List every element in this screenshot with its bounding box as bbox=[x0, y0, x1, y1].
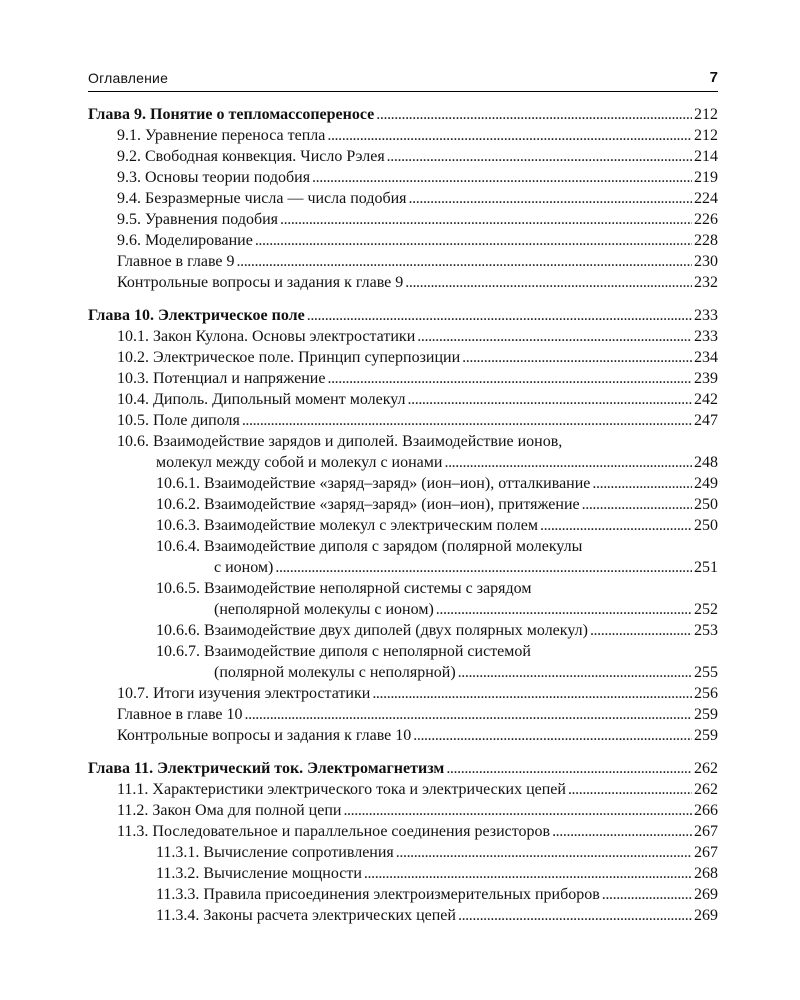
toc-entry[interactable] bbox=[88, 473, 718, 494]
dot-leader bbox=[387, 146, 692, 167]
dot-leader bbox=[343, 800, 692, 821]
toc-entry[interactable] bbox=[88, 662, 718, 683]
toc-entry-title: Глава 9. Понятие о тепломассопереносе bbox=[88, 106, 375, 123]
toc-page-number: 219 bbox=[694, 169, 718, 186]
toc-page-number: 253 bbox=[694, 622, 718, 639]
toc-entry[interactable] bbox=[88, 578, 718, 599]
toc-page-number: 262 bbox=[694, 760, 718, 777]
toc-entry[interactable] bbox=[88, 272, 718, 293]
dot-leader bbox=[307, 305, 692, 326]
toc-page-number: 250 bbox=[694, 496, 718, 513]
toc-entry[interactable] bbox=[88, 800, 718, 821]
dot-leader bbox=[582, 494, 692, 515]
toc-entry-title: 11.1. Характеристики электрического тока и электрических цепей bbox=[117, 781, 566, 798]
dot-leader bbox=[568, 779, 692, 800]
toc-page-number: 268 bbox=[694, 865, 718, 882]
toc-entry-title: Глава 11. Электрический ток. Электромагнетизм bbox=[88, 760, 445, 777]
toc-entry-title: 9.3. Основы теории подобия bbox=[117, 169, 311, 186]
toc-page-number: 212 bbox=[694, 106, 718, 123]
toc-entry[interactable] bbox=[88, 599, 718, 620]
toc-entry-title: 10.6.5. Взаимодействие неполярной системы с зарядом bbox=[156, 580, 532, 597]
dot-leader bbox=[444, 452, 692, 473]
toc-page-number: 252 bbox=[694, 601, 718, 618]
toc-entry-title: Контрольные вопросы и задания к главе 9 bbox=[117, 274, 404, 291]
toc-page-number: 242 bbox=[694, 391, 718, 408]
toc-page-number: 249 bbox=[694, 475, 718, 492]
toc-entry-title: 10.6.2. Взаимодействие «заряд–заряд» (ион–ион), притяжение bbox=[156, 496, 580, 513]
toc-page-number: 259 bbox=[694, 706, 718, 723]
toc-entry[interactable] bbox=[88, 146, 718, 167]
toc-page-number: 262 bbox=[694, 781, 718, 798]
toc-entry-title: Контрольные вопросы и задания к главе 10 bbox=[117, 727, 412, 744]
toc-entry-title: 9.4. Безразмерные числа — числа подобия bbox=[117, 190, 407, 207]
toc-entry-title: 9.5. Уравнения подобия bbox=[117, 211, 279, 228]
toc-page-number: 251 bbox=[694, 559, 718, 576]
toc-entry-title: 10.2. Электрическое поле. Принцип суперпозиции bbox=[117, 349, 461, 366]
toc-entry[interactable] bbox=[88, 863, 718, 884]
dot-leader bbox=[364, 863, 692, 884]
toc-entry-title: молекул между собой и молекул с ионами bbox=[156, 454, 443, 471]
toc-entry-title: 10.3. Потенциал и напряжение bbox=[117, 370, 326, 387]
toc-entry[interactable] bbox=[88, 842, 718, 863]
toc-entry[interactable] bbox=[88, 410, 718, 431]
toc-page-number: 256 bbox=[694, 685, 718, 702]
toc-entry-title: (неполярной молекулы с ионом) bbox=[214, 601, 434, 618]
toc-entry-title: 11.3. Последовательное и параллельное соединения резисторов bbox=[117, 823, 551, 840]
toc-entry[interactable] bbox=[88, 704, 718, 725]
toc-entry[interactable] bbox=[88, 209, 718, 230]
toc-entry[interactable] bbox=[88, 620, 718, 641]
dot-leader bbox=[590, 620, 692, 641]
toc-entry-title: Главное в главе 10 bbox=[117, 706, 243, 723]
toc-chapter-entry[interactable] bbox=[88, 758, 718, 779]
dot-leader bbox=[592, 473, 692, 494]
toc-entry[interactable] bbox=[88, 347, 718, 368]
toc-entry[interactable] bbox=[88, 905, 718, 926]
dot-leader bbox=[552, 821, 692, 842]
dot-leader bbox=[275, 557, 692, 578]
toc-entry[interactable] bbox=[88, 725, 718, 746]
toc-page-number: 230 bbox=[694, 253, 718, 270]
toc-page-number: 269 bbox=[694, 907, 718, 924]
toc-entry-title: 9.2. Свободная конвекция. Число Рэлея bbox=[117, 148, 385, 165]
toc-entry-title: 10.6.3. Взаимодействие молекул с электрическим полем bbox=[156, 517, 539, 534]
toc-entry[interactable] bbox=[88, 494, 718, 515]
toc-page-number: 248 bbox=[694, 454, 718, 471]
toc-page-number: 247 bbox=[694, 412, 718, 429]
dot-leader bbox=[327, 125, 692, 146]
toc-entry-title: 11.3.2. Вычисление мощности bbox=[156, 865, 362, 882]
toc-entry-title: с ионом) bbox=[214, 559, 274, 576]
dot-leader bbox=[405, 272, 692, 293]
toc-chapter-entry[interactable] bbox=[88, 104, 718, 125]
dot-leader bbox=[462, 347, 692, 368]
toc-entry-title: 11.3.4. Законы расчета электрических цепей bbox=[156, 907, 456, 924]
toc-entry[interactable] bbox=[88, 557, 718, 578]
toc-page-number: 233 bbox=[694, 307, 718, 324]
toc-entry[interactable] bbox=[88, 167, 718, 188]
toc-entry-title: 9.1. Уравнение переноса тепла bbox=[117, 127, 326, 144]
running-head bbox=[88, 70, 718, 92]
toc-entry-title: 10.4. Диполь. Дипольный момент молекул bbox=[117, 391, 406, 408]
toc-entry-title: 10.6.1. Взаимодействие «заряд–заряд» (ион–ион), отталкивание bbox=[156, 475, 591, 492]
toc-chapter-entry[interactable] bbox=[88, 305, 718, 326]
dot-leader bbox=[408, 389, 692, 410]
toc-page-number: 239 bbox=[694, 370, 718, 387]
toc-page-number: 214 bbox=[694, 148, 718, 165]
toc-entry[interactable] bbox=[88, 326, 718, 347]
toc-page-number: 250 bbox=[694, 517, 718, 534]
toc-entry[interactable] bbox=[88, 230, 718, 251]
toc-page-number: 228 bbox=[694, 232, 718, 249]
dot-leader bbox=[413, 725, 692, 746]
dot-leader bbox=[446, 758, 692, 779]
toc-entry[interactable] bbox=[88, 821, 718, 842]
toc-page-number: 269 bbox=[694, 886, 718, 903]
dot-leader bbox=[245, 704, 693, 725]
toc-entry-title: 10.6.4. Взаимодействие диполя с зарядом (полярной молекулы bbox=[156, 538, 583, 555]
dot-leader bbox=[458, 662, 692, 683]
toc-page-number: 267 bbox=[694, 844, 718, 861]
toc-page-number: 226 bbox=[694, 211, 718, 228]
toc-entry[interactable] bbox=[88, 779, 718, 800]
toc-entry-title: 10.6. Взаимодействие зарядов и диполей. Взаимодействие ионов, bbox=[117, 433, 563, 450]
toc-page-number: 267 bbox=[694, 823, 718, 840]
toc-entry-title: 11.3.3. Правила присоединения электроизмерительных приборов bbox=[156, 886, 600, 903]
dot-leader bbox=[255, 230, 692, 251]
dot-leader bbox=[372, 683, 692, 704]
toc-page-number: 232 bbox=[694, 274, 718, 291]
dot-leader bbox=[396, 842, 692, 863]
dot-leader bbox=[242, 410, 692, 431]
toc-entry[interactable] bbox=[88, 884, 718, 905]
toc-entry[interactable] bbox=[88, 125, 718, 146]
toc-page-number: 259 bbox=[694, 727, 718, 744]
toc-page-number: 224 bbox=[694, 190, 718, 207]
toc-entry-title: Глава 10. Электрическое поле bbox=[88, 307, 305, 324]
table-of-contents bbox=[88, 104, 718, 926]
toc-entry-title: 10.5. Поле диполя bbox=[117, 412, 240, 429]
toc-entry[interactable] bbox=[88, 431, 718, 452]
dot-leader bbox=[409, 188, 692, 209]
dot-leader bbox=[327, 368, 692, 389]
toc-page-number: 212 bbox=[694, 127, 718, 144]
toc-entry-title: Главное в главе 9 bbox=[117, 253, 235, 270]
dot-leader bbox=[237, 251, 693, 272]
toc-entry[interactable] bbox=[88, 452, 718, 473]
toc-entry[interactable] bbox=[88, 251, 718, 272]
page-number: 7 bbox=[709, 69, 718, 86]
toc-page-number: 266 bbox=[694, 802, 718, 819]
toc-page-number: 233 bbox=[694, 328, 718, 345]
toc-entry[interactable] bbox=[88, 188, 718, 209]
toc-entry[interactable] bbox=[88, 368, 718, 389]
toc-entry-title: 10.6.6. Взаимодействие двух диполей (двух полярных молекул) bbox=[156, 622, 588, 639]
running-head-title: Оглавление bbox=[88, 70, 169, 86]
toc-entry-title: 9.6. Моделирование bbox=[117, 232, 253, 249]
toc-entry[interactable] bbox=[88, 389, 718, 410]
header-rule bbox=[88, 91, 718, 92]
dot-leader bbox=[376, 104, 692, 125]
toc-entry[interactable] bbox=[88, 683, 718, 704]
toc-entry[interactable] bbox=[88, 536, 718, 557]
dot-leader bbox=[458, 905, 692, 926]
dot-leader bbox=[280, 209, 692, 230]
dot-leader bbox=[602, 884, 692, 905]
dot-leader bbox=[436, 599, 692, 620]
toc-page-number: 234 bbox=[694, 349, 718, 366]
dot-leader bbox=[417, 326, 692, 347]
toc-entry-title: 11.2. Закон Ома для полной цепи bbox=[117, 802, 342, 819]
toc-page-number: 255 bbox=[694, 664, 718, 681]
toc-entry-title: (полярной молекулы с неполярной) bbox=[214, 664, 456, 681]
toc-entry-title: 10.1. Закон Кулона. Основы электростатики bbox=[117, 328, 416, 345]
toc-entry-title: 10.6.7. Взаимодействие диполя с неполярной системой bbox=[156, 643, 531, 660]
dot-leader bbox=[312, 167, 692, 188]
toc-entry-title: 11.3.1. Вычисление сопротивления bbox=[156, 844, 394, 861]
dot-leader bbox=[540, 515, 692, 536]
toc-entry[interactable] bbox=[88, 515, 718, 536]
toc-entry[interactable] bbox=[88, 641, 718, 662]
toc-entry-title: 10.7. Итоги изучения электростатики bbox=[117, 685, 371, 702]
